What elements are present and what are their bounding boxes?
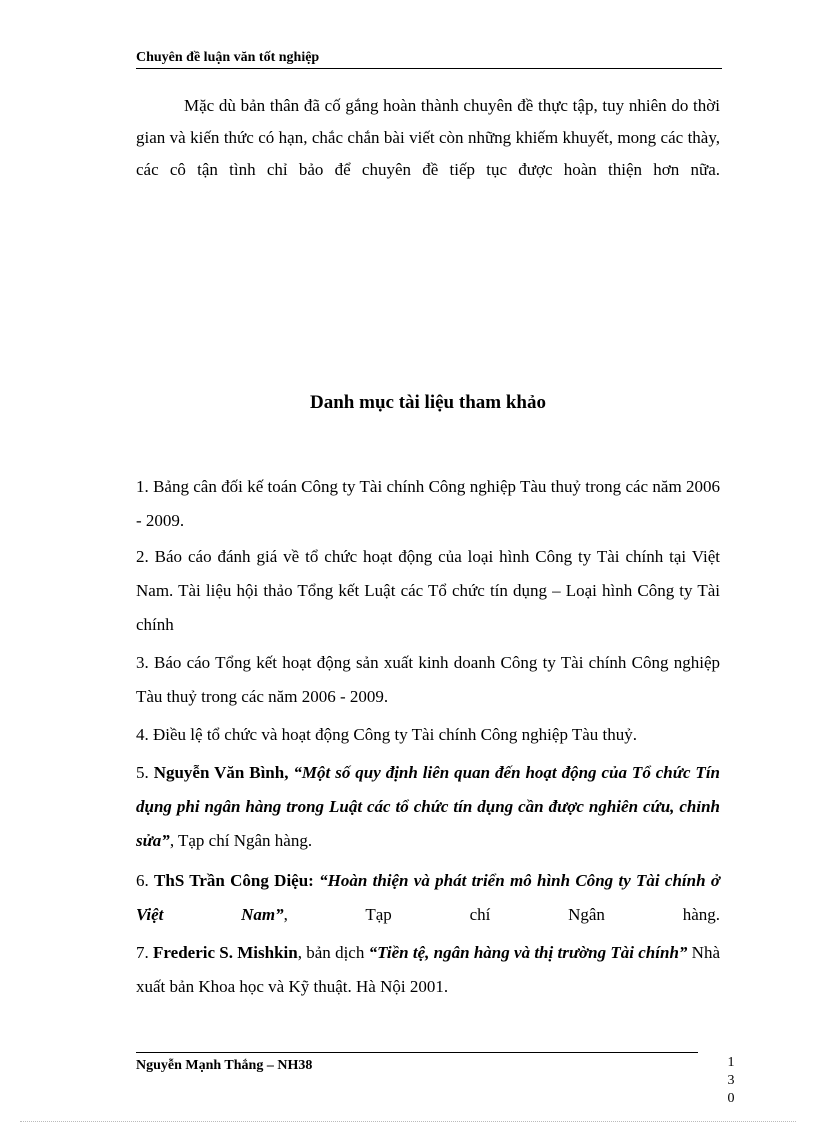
reference-6-number: 6. <box>136 871 155 890</box>
page-number-digit: 0 <box>727 1091 735 1106</box>
reference-7-work: “Tiền tệ, ngân hàng và thị trường Tài chính” <box>368 943 688 962</box>
intro-paragraph: Mặc dù bản thân đã cố gắng hoàn thành chuyên đề thực tập, tuy nhiên do thời gian và kiến thức có hạn, chắc chắn bài viết còn những khiếm khuyết, mong các thày, các cô tận tình chỉ bảo để chuyên đề tiếp tục được hoàn thiện hơn nữa. <box>136 96 720 179</box>
reference-item-6 <box>136 864 720 932</box>
reference-6-source: , Tạp chí Ngân hàng. <box>283 905 720 924</box>
reference-5-author: Nguyễn Văn Bình, <box>153 763 289 782</box>
references-title: Danh mục tài liệu tham khảo <box>310 392 546 413</box>
reference-6-author: ThS Trần Công Diệu: <box>154 871 314 890</box>
reference-5-source: , Tạp chí Ngân hàng. <box>169 831 313 850</box>
reference-item-1: 1. Bảng cân đối kế toán Công ty Tài chính Công nghiệp Tàu thuỷ trong các năm 2006 - 2009. <box>136 477 720 530</box>
reference-6-work: “Hoàn thiện và phát triển mô hình Công ty Tài chính ở Việt Nam” <box>136 871 720 924</box>
page-number <box>724 1054 738 1108</box>
footer-author: Nguyễn Mạnh Thắng – NH38 <box>136 1058 313 1073</box>
reference-5-number: 5. <box>136 763 154 782</box>
reference-item-5 <box>136 756 720 858</box>
page-number-digit: 3 <box>727 1073 735 1088</box>
reference-item-7 <box>136 936 720 1004</box>
page-bottom-border <box>20 1121 796 1122</box>
running-header: Chuyên đề luận văn tốt nghiệp <box>136 50 722 69</box>
reference-7-translation: , bản dịch <box>297 943 369 962</box>
footer-divider <box>136 1052 698 1053</box>
reference-item-3: 3. Báo cáo Tổng kết hoạt động sản xuất kinh doanh Công ty Tài chính Công nghiệp Tàu thuỷ trong các năm 2006 - 2009. <box>136 653 720 706</box>
reference-5-work: “Một số quy định liên quan đến hoạt động của Tổ chức Tín dụng phi ngân hàng trong Luật các tổ chức tín dụng cần được nghiên cứu, chỉnh sửa” <box>136 763 720 850</box>
reference-7-author: Frederic S. Mishkin <box>153 943 298 962</box>
reference-7-number: 7. <box>136 943 154 962</box>
page-number-digit: 1 <box>727 1055 735 1070</box>
reference-item-4: 4. Điều lệ tổ chức và hoạt động Công ty Tài chính Công nghiệp Tàu thuỷ. <box>136 725 638 744</box>
reference-7-source: Nhà xuất bản Khoa học và Kỹ thuật. Hà Nội 2001. <box>136 943 720 996</box>
reference-item-2: 2. Báo cáo đánh giá về tổ chức hoạt động của loại hình Công ty Tài chính tại Việt Nam. Tài liệu hội thảo Tổng kết Luật các Tổ chức tín dụng – Loại hình Công ty Tài chính <box>136 547 720 634</box>
